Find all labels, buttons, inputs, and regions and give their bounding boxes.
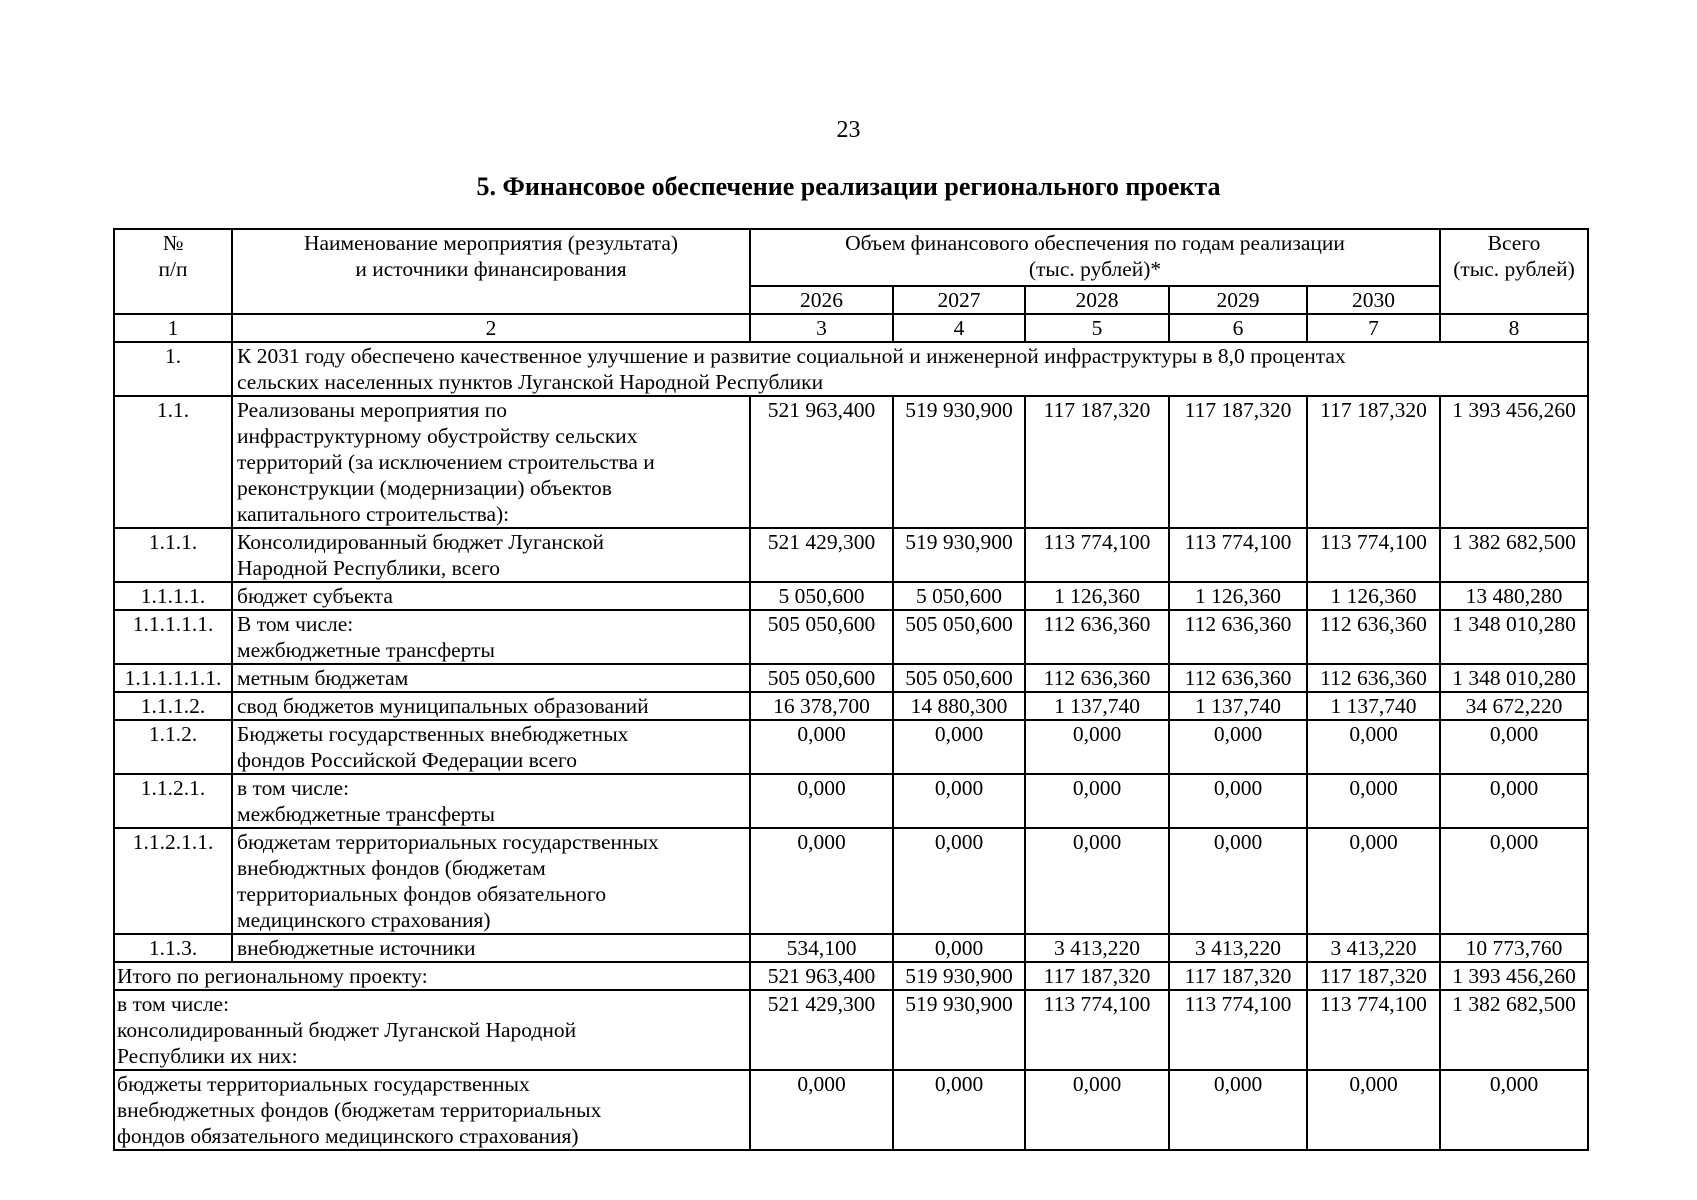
- row-number: 1.1.1.1.1.: [114, 610, 232, 664]
- value-cell: 521 429,300: [750, 528, 893, 582]
- row-name: В том числе: межбюджетные трансферты: [232, 610, 750, 664]
- value-cell: 14 880,300: [893, 692, 1025, 720]
- col-number: 5: [1025, 314, 1169, 342]
- col-number: 7: [1307, 314, 1440, 342]
- value-cell: 1 348 010,280: [1440, 610, 1588, 664]
- value-cell: 112 636,360: [1307, 664, 1440, 692]
- value-cell: 112 636,360: [1025, 610, 1169, 664]
- value-cell: 5 050,600: [893, 582, 1025, 610]
- total-label: в том числе: консолидированный бюджет Луганской Народной Республики их них:: [114, 990, 750, 1070]
- table-row: [114, 774, 1588, 828]
- table-row: [114, 664, 1588, 692]
- total-value-cell: 0,000: [893, 1070, 1025, 1150]
- total-row: [114, 962, 1588, 990]
- row-number: 1.1.2.: [114, 720, 232, 774]
- total-value-cell: 113 774,100: [1025, 990, 1169, 1070]
- row-number: 1.1.2.1.1.: [114, 828, 232, 934]
- value-cell: 1 126,360: [1169, 582, 1307, 610]
- total-value-cell: 113 774,100: [1307, 990, 1440, 1070]
- header-name: Наименование мероприятия (результата) и источники финансирования: [232, 229, 750, 314]
- year-cell: 2027: [893, 286, 1025, 314]
- col-number: 3: [750, 314, 893, 342]
- table-row: [114, 934, 1588, 962]
- header-num: № п/п: [114, 229, 232, 314]
- row-name: в том числе: межбюджетные трансферты: [232, 774, 750, 828]
- value-cell: 0,000: [1307, 720, 1440, 774]
- total-row: [114, 990, 1588, 1070]
- value-cell: 1 137,740: [1169, 692, 1307, 720]
- value-cell: 0,000: [1440, 828, 1588, 934]
- value-cell: 1 126,360: [1307, 582, 1440, 610]
- page-title: 5. Финансовое обеспечение реализации регионального проекта: [476, 172, 1221, 201]
- value-cell: 34 672,220: [1440, 692, 1588, 720]
- section-row: [114, 342, 1588, 396]
- value-cell: 521 963,400: [750, 396, 893, 528]
- row-name: Бюджеты государственных внебюджетных фондов Российской Федерации всего: [232, 720, 750, 774]
- table-row: [114, 528, 1588, 582]
- total-value-cell: 521 429,300: [750, 990, 893, 1070]
- value-cell: 117 187,320: [1169, 396, 1307, 528]
- header-volume: Объем финансового обеспечения по годам реализации (тыс. рублей)*: [750, 229, 1440, 286]
- value-cell: 0,000: [893, 720, 1025, 774]
- value-cell: 113 774,100: [1025, 528, 1169, 582]
- value-cell: 0,000: [1440, 774, 1588, 828]
- value-cell: 5 050,600: [750, 582, 893, 610]
- value-cell: 112 636,360: [1169, 610, 1307, 664]
- value-cell: 519 930,900: [893, 396, 1025, 528]
- value-cell: 112 636,360: [1025, 664, 1169, 692]
- value-cell: 1 382 682,500: [1440, 528, 1588, 582]
- row-name: бюджетам территориальных государственных внебюджтных фондов (бюджетам территориальных фондов обязательного медицинского страхования): [232, 828, 750, 934]
- value-cell: 0,000: [1025, 720, 1169, 774]
- row-name: Консолидированный бюджет Луганской Народной Республики, всего: [232, 528, 750, 582]
- value-cell: 0,000: [750, 828, 893, 934]
- table-row: [114, 396, 1588, 528]
- value-cell: 0,000: [750, 720, 893, 774]
- value-cell: 112 636,360: [1307, 610, 1440, 664]
- value-cell: 3 413,220: [1025, 934, 1169, 962]
- row-name: Реализованы мероприятия по инфраструктурному обустройству сельских территорий (за исключением строительства и реконструкции (модернизации) объектов капитального строительства):: [232, 396, 750, 528]
- value-cell: 519 930,900: [893, 528, 1025, 582]
- total-label: бюджеты территориальных государственных внебюджетных фондов (бюджетам территориальных фондов обязательного медицинского страхования): [114, 1070, 750, 1150]
- value-cell: 112 636,360: [1169, 664, 1307, 692]
- table-body: [114, 342, 1588, 1150]
- total-value-cell: 117 187,320: [1307, 962, 1440, 990]
- total-value-cell: 0,000: [750, 1070, 893, 1150]
- value-cell: 505 050,600: [893, 610, 1025, 664]
- row-number: 1.1.1.1.1.1.: [114, 664, 232, 692]
- col-number: 1: [114, 314, 232, 342]
- value-cell: 16 378,700: [750, 692, 893, 720]
- col-number: 6: [1169, 314, 1307, 342]
- total-value-cell: 0,000: [1440, 1070, 1588, 1150]
- row-number: 1.1.1.: [114, 528, 232, 582]
- row-number: 1.1.: [114, 396, 232, 528]
- value-cell: 1 348 010,280: [1440, 664, 1588, 692]
- value-cell: 113 774,100: [1307, 528, 1440, 582]
- value-cell: 0,000: [1025, 774, 1169, 828]
- total-value-cell: 117 187,320: [1025, 962, 1169, 990]
- year-cell: 2028: [1025, 286, 1169, 314]
- year-cell: 2030: [1307, 286, 1440, 314]
- value-cell: 3 413,220: [1307, 934, 1440, 962]
- total-value-cell: 1 382 682,500: [1440, 990, 1588, 1070]
- value-cell: 0,000: [1307, 828, 1440, 934]
- value-cell: 0,000: [1440, 720, 1588, 774]
- value-cell: 1 126,360: [1025, 582, 1169, 610]
- total-value-cell: 0,000: [1169, 1070, 1307, 1150]
- row-name: свод бюджетов муниципальных образований: [232, 692, 750, 720]
- section-num: 1.: [114, 342, 232, 396]
- value-cell: 0,000: [1169, 774, 1307, 828]
- total-row: [114, 1070, 1588, 1150]
- table-row: [114, 610, 1588, 664]
- row-number: 1.1.2.1.: [114, 774, 232, 828]
- year-cell: 2029: [1169, 286, 1307, 314]
- total-value-cell: 117 187,320: [1169, 962, 1307, 990]
- value-cell: 117 187,320: [1025, 396, 1169, 528]
- value-cell: 0,000: [1169, 828, 1307, 934]
- row-number: 1.1.3.: [114, 934, 232, 962]
- col-number: 4: [893, 314, 1025, 342]
- col-number: 2: [232, 314, 750, 342]
- column-number-row: [114, 314, 1588, 342]
- value-cell: 505 050,600: [750, 664, 893, 692]
- value-cell: 10 773,760: [1440, 934, 1588, 962]
- total-value-cell: 519 930,900: [893, 962, 1025, 990]
- row-name: бюджет субъекта: [232, 582, 750, 610]
- row-name: внебюджетные источники: [232, 934, 750, 962]
- page-number: 23: [836, 117, 861, 143]
- table-row: [114, 692, 1588, 720]
- value-cell: 505 050,600: [750, 610, 893, 664]
- total-value-cell: 519 930,900: [893, 990, 1025, 1070]
- value-cell: 0,000: [893, 774, 1025, 828]
- total-value-cell: 521 963,400: [750, 962, 893, 990]
- value-cell: 0,000: [1025, 828, 1169, 934]
- section-text: К 2031 году обеспечено качественное улучшение и развитие социальной и инженерной инфраструктуры в 8,0 процентах сельских населенных пунктов Луганской Народной Республики: [232, 342, 1588, 396]
- total-value-cell: 113 774,100: [1169, 990, 1307, 1070]
- row-number: 1.1.1.1.: [114, 582, 232, 610]
- row-number: 1.1.1.2.: [114, 692, 232, 720]
- value-cell: 113 774,100: [1169, 528, 1307, 582]
- value-cell: 3 413,220: [1169, 934, 1307, 962]
- value-cell: 13 480,280: [1440, 582, 1588, 610]
- value-cell: 0,000: [750, 774, 893, 828]
- total-value-cell: 0,000: [1025, 1070, 1169, 1150]
- table-header: [114, 229, 1588, 342]
- total-label: Итого по региональному проекту:: [114, 962, 750, 990]
- header-total: Всего (тыс. рублей): [1440, 229, 1588, 314]
- value-cell: 534,100: [750, 934, 893, 962]
- value-cell: 117 187,320: [1307, 396, 1440, 528]
- value-cell: 0,000: [1307, 774, 1440, 828]
- value-cell: 1 393 456,260: [1440, 396, 1588, 528]
- value-cell: 505 050,600: [893, 664, 1025, 692]
- value-cell: 0,000: [893, 828, 1025, 934]
- table-row: [114, 828, 1588, 934]
- value-cell: 1 137,740: [1025, 692, 1169, 720]
- table-row: [114, 582, 1588, 610]
- financing-table: [113, 228, 1589, 1151]
- col-number: 8: [1440, 314, 1588, 342]
- value-cell: 0,000: [1169, 720, 1307, 774]
- total-value-cell: 0,000: [1307, 1070, 1440, 1150]
- value-cell: 0,000: [893, 934, 1025, 962]
- year-cell: 2026: [750, 286, 893, 314]
- value-cell: 1 137,740: [1307, 692, 1440, 720]
- table-row: [114, 720, 1588, 774]
- total-value-cell: 1 393 456,260: [1440, 962, 1588, 990]
- row-name: метным бюджетам: [232, 664, 750, 692]
